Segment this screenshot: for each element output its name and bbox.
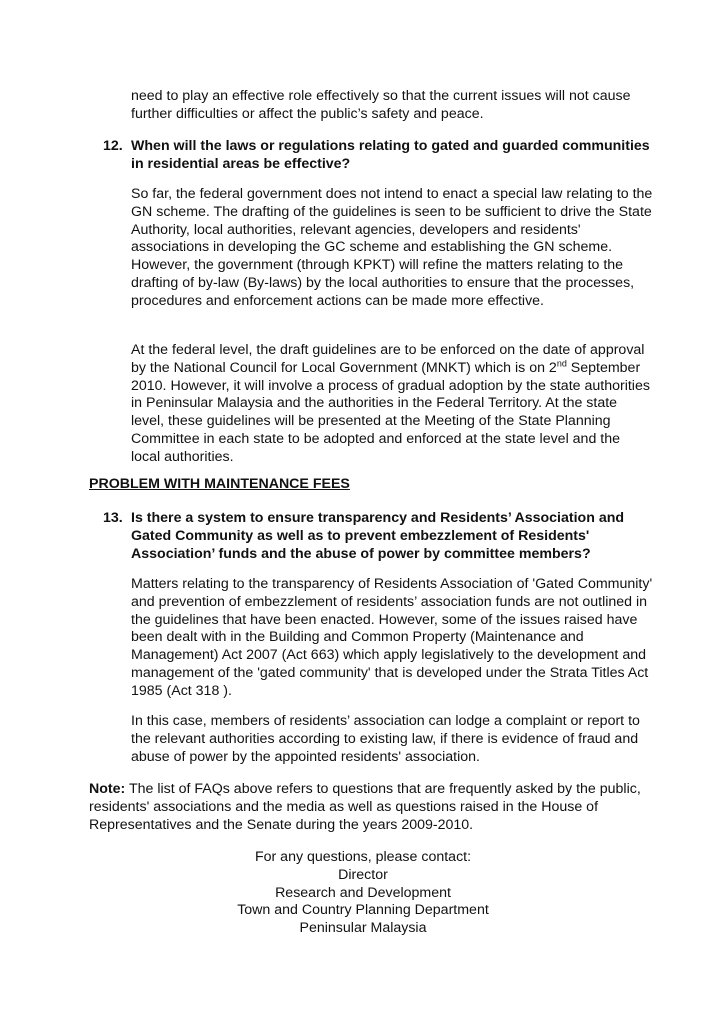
question-13-answer-paragraph-2: In this case, members of residents’ association can lodge a complaint or report to the relevant authorities according to existing law, if there is evidence of fraud and abuse of power by the appointed residents' association. [131, 713, 640, 765]
contact-block [200, 849, 526, 938]
note-paragraph [89, 781, 649, 834]
contact-line-4: Town and Country Planning Department [237, 902, 489, 919]
contact-line-2: Director [338, 866, 388, 883]
ordinal-suffix: nd [556, 358, 567, 369]
answer-2-part-b: September 2010. However, it will involve a process of gradual adoption by the state authorities in Peninsular Malaysia and the authorities in the Federal Territory. At the state level, these guidelines will be presented at the Meeting of the State Planning Committee in each state to be adopted and enforced at the state level and the local authorities. [131, 359, 650, 465]
question-12-answer-paragraph-1: So far, the federal government does not intend to enact a special law relating to the GN scheme. The drafting of the guidelines is seen to be sufficient to drive the State Authority, local authorities, relevant agencies, developers and residents' associations in developing the GC scheme and establishing the GN scheme. However, the government (through KPKT) will refine the matters relating to the drafting of by-law (By-laws) by the local authorities to ensure that the processes, procedures and enforcement actions can be made more effective. [131, 186, 653, 309]
question-12-number: 12. [103, 138, 123, 154]
contact-line-1: For any questions, please contact: [254, 849, 472, 865]
question-12-text: When will the laws or regulations relating to gated and guarded communities in residential areas be effective? [131, 138, 650, 172]
continuation-paragraph: need to play an effective role effectively so that the current issues will not cause further difficulties or affect the public’s safety and peace. [131, 88, 631, 122]
section-heading: PROBLEM WITH MAINTENANCE FEES [89, 476, 350, 492]
question-13-text: Is there a system to ensure transparency and Residents’ Association and Gated Community as well as to prevent embezzlement of Residents' Association’ funds and the abuse of power by committee members? [131, 510, 625, 562]
note-label: Note: [89, 781, 126, 797]
question-13-answer-paragraph-1: Matters relating to the transparency of Residents Association of 'Gated Community' and prevention of embezzlement of residents’ association funds are not outlined in the guidelines that have been enacted. However, some of the issues raised have been dealt with in the Building and Common Property (Maintenance and Management) Act 2007 (Act 663) which apply legislatively to the development and management of the 'gated community' that is developed under the Strata Titles Act 1985 (Act 318 ). [131, 576, 653, 699]
contact-line-5: Peninsular Malaysia [299, 920, 427, 937]
question-13-number: 13. [103, 510, 123, 526]
note-text: The list of FAQs above refers to questions that are frequently asked by the public, residents' associations and the media as well as questions raised in the House of Representatives and the Senate during the years 2009-2010. [89, 781, 641, 833]
answer-2-part-a: At the federal level, the draft guidelines are to be enforced on the date of approval by the National Council for Local Government (MNKT) which is on 2 [131, 342, 645, 376]
contact-line-3: Research and Development [275, 884, 451, 901]
question-12-answer-paragraph-2 [131, 342, 653, 467]
